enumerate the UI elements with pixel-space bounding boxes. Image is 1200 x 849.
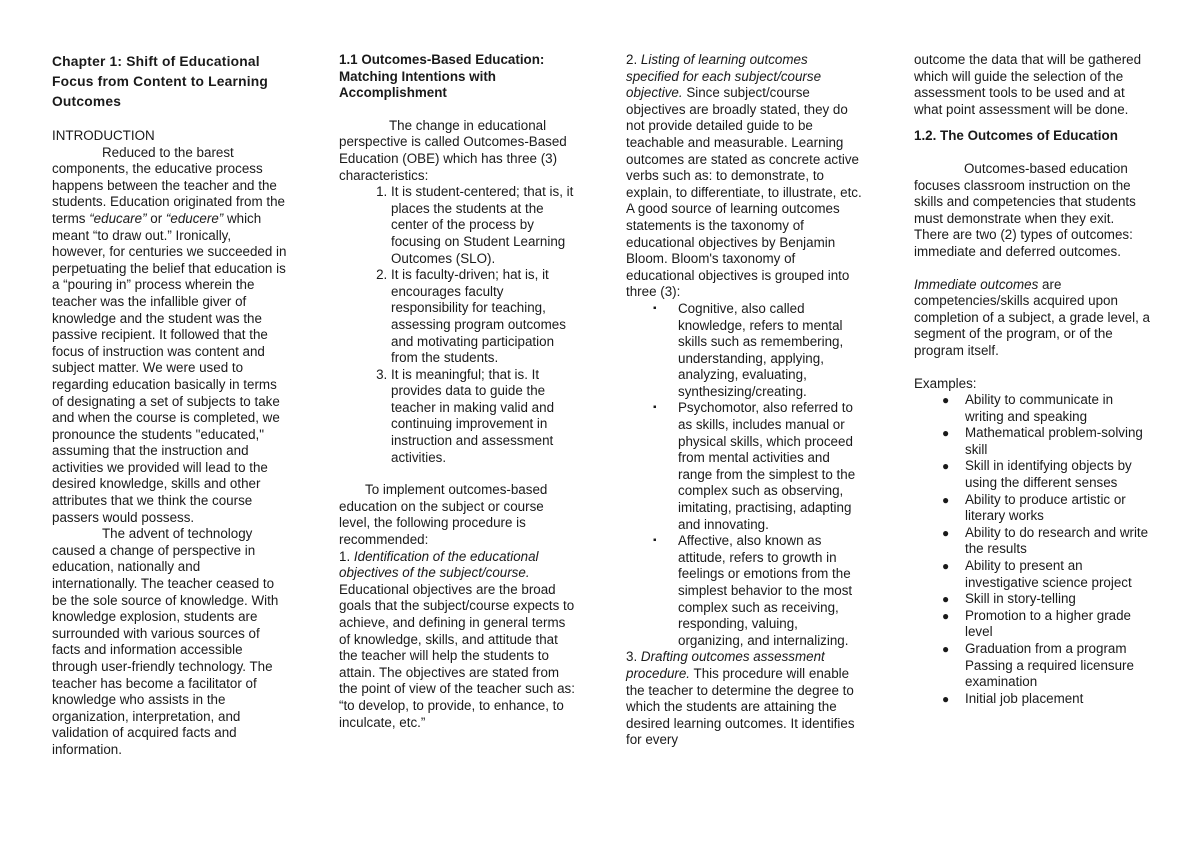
section-1-1-title: 1.1 Outcomes-Based Education: Matching Intentions with Accomplishment (339, 52, 545, 101)
introduction-heading: INTRODUCTION (52, 128, 155, 143)
bullet-icon: ● (942, 393, 950, 408)
bullet-icon: ● (942, 525, 950, 540)
square-bullet-icon: ▪ (653, 535, 657, 547)
list-item: 2. It is faculty-driven; hat is, it encourages faculty responsibility for teaching, assessing program outcomes and motivating participation from the students. (391, 267, 575, 367)
obe-intro: The change in educational perspective is called Outcomes-Based Education (OBE) which has three (3) characteristics: (339, 117, 567, 183)
bullet-icon: ● (942, 559, 950, 574)
step-3-continued: outcome the data that will be gathered which will guide the selection of the assessment tools to be used and at what point assessment will be done. (914, 52, 1142, 117)
obe-characteristics-list (339, 184, 575, 466)
column-3 (626, 52, 862, 749)
bullet-icon: ● (942, 642, 950, 656)
list-item: ● Skill in story-telling (942, 591, 1076, 607)
chapter-title: Chapter 1: Shift of Educational Focus from Content to Learning Outcomes (52, 54, 269, 109)
list-item: ● Graduation from a program Passing a required licensure examination (942, 641, 1134, 690)
list-item: ● Ability to communicate in writing and speaking (942, 392, 1114, 424)
procedure-step-2: 2. Listing of learning outcomes specified for each subject/course objective. Since subject/course objectives are broadly stated, they do not provide detailed guide to be teachable and measurable. Learning outcomes are stated as concrete active verbs such as: to demonstrate, to explain, to differentiate, to illustrate, etc. A good source of learning outcomes statements is the taxonomy of educational objectives by Benjamin Bloom. Bloom's taxonomy of educational objectives is grouped into three (3): (626, 52, 862, 300)
column-2 (339, 52, 575, 731)
square-bullet-icon: ▪ (653, 302, 657, 314)
list-item: ▪ Affective, also known as attitude, refers to growth in feelings or emotions from the simplest behavior to the most complex such as receiving, responding, valuing, organizing, and internalizing. (653, 533, 853, 648)
list-item: ● Ability to present an investigative science project (942, 558, 1132, 590)
section-1-2-title: 1.2. The Outcomes of Education (914, 128, 1118, 144)
column-1 (52, 52, 288, 759)
bullet-icon: ● (942, 592, 950, 607)
square-bullet-icon: ▪ (653, 402, 657, 414)
procedure-step-3: 3. Drafting outcomes assessment procedure. This procedure will enable the teacher to determine the degree to which the students are attaining the desired learning outcomes. It identifies for every (626, 649, 855, 748)
bloom-domains-list (626, 301, 862, 649)
procedure-step-1: 1. Identification of the educational objectives of the subject/course. Educational objectives are the broad goals that the subject/course expects to achieve, and defining in general terms of knowledge, skills, and attitude that the teacher will help the students to attain. The objectives are stated from the point of view of the teacher such as: “to develop, to provide, to enhance, to inculcate, etc.” (339, 548, 575, 730)
list-item: ● Skill in identifying objects by using the different senses (942, 458, 1132, 491)
list-item: ● Promotion to a higher grade level (942, 607, 1131, 640)
bullet-icon: ● (942, 459, 950, 474)
outcomes-intro: Outcomes-based education focuses classroom instruction on the skills and competencies that students must demonstrate when they exit. There are two (2) types of outcomes: immediate and deferred outcomes. (914, 160, 1136, 259)
bullet-icon: ● (942, 492, 950, 507)
immediate-outcomes-paragraph: Immediate outcomes are competencies/skills acquired upon completion of a subject, a grade level, a segment of the program, or of the program itself. (914, 276, 1150, 358)
examples-list (914, 392, 1150, 707)
list-item: ▪ Psychomotor, also referred to as skills, includes manual or physical skills, which proceed from mental activities and range from the simplest to the complex such as observing, imitating, practising, adapting and innovating. (653, 400, 856, 532)
examples-label: Examples: (914, 375, 977, 391)
list-item: ● Ability to do research and write the results (942, 524, 1149, 557)
list-item: ● Mathematical problem-solving skill (942, 425, 1143, 457)
list-item: 1. It is student-centered; that is, it places the students at the center of the process by focusing on Student Learning Outcomes (SLO). (391, 184, 575, 267)
column-4 (914, 52, 1150, 707)
bullet-icon: ● (942, 691, 950, 706)
bullet-icon: ● (942, 608, 950, 623)
list-item: ● Ability to produce artistic or literary works (942, 491, 1126, 524)
list-item: ● Initial job placement (942, 690, 1084, 706)
implement-paragraph: To implement outcomes-based education on the subject or course level, the following procedure is recommended: (339, 482, 548, 548)
intro-paragraph-1: Reduced to the barest components, the educative process happens between the teacher and the students. Education originated from the terms “educare” or “educere” which meant “to draw out.” Ironically, however, for centuries we succeeded in perpetuating the belief that education is a “pouring in” process wherein the teacher was the infallible giver of knowledge and the student was the passive recipient. It followed that the focus of instruction was content and subject matter. We were used to regarding education basically in terms of designating a set of subjects to take and when the course is completed, we pronounce the students "educated," assuming that the instruction and activities we provided will lead to the desired knowledge, skills and other attributes that we think the course passers would possess. (52, 144, 287, 525)
intro-paragraph-2: The advent of technology caused a change of perspective in education, nationally and internationally. The teacher ceased to be the sole source of knowledge. With knowledge explosion, students are surrounded with various sources of facts and information accessible through user-friendly technology. The teacher has become a facilitator of knowledge who assists in the organization, interpretation, and validation of acquired facts and information. (52, 526, 279, 757)
list-item: 3. It is meaningful; that is. It provides data to guide the teacher in making valid and continuing improvement in instruction and assessment activities. (391, 367, 575, 467)
list-item: ▪ Cognitive, also called knowledge, refers to mental skills such as remembering, understanding, applying, analyzing, evaluating, synthesizing/creating. (653, 300, 844, 399)
bullet-icon: ● (942, 426, 950, 441)
